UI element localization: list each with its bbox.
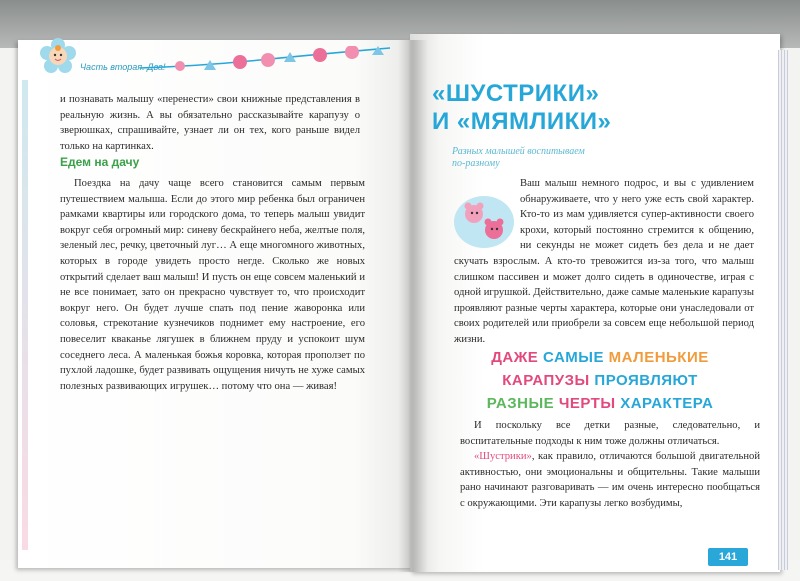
right-body	[460, 418, 760, 512]
quote-word: ПРОЯВЛЯЮТ	[594, 372, 698, 389]
page-title	[432, 80, 611, 136]
right-body-paragraph-1: И поскольку все детки разные, следовательно, и воспитательные подходы к ним тоже должны отличаться.	[460, 420, 760, 447]
baby-bear-icon	[452, 190, 516, 250]
left-page-color-strip	[22, 80, 28, 550]
pull-quote	[440, 346, 760, 415]
page-edges	[778, 50, 788, 570]
quote-line-1	[440, 346, 760, 369]
right-intro-text: Ваш малыш немного подрос, и вы с удивлением обнаруживаете, что у него уже есть свой характер. Кто-то из мам удивляется супер-активности своего крохи, который постоянно стремится к общению, ни секунды не может сидеть без дела и не дает скучать взрослым. А кто-то тревожится из-за того, что малыш слишком пассивен и может долго сидеть в одиночестве, играя с одной игрушкой. Действительно, даже самые маленькие карапузы проявляют разные черты характера, которые они унаследовали от своих родителей или приобрели за совсем еще небольшой период жизни.	[454, 178, 754, 345]
flower-baby-icon	[40, 38, 76, 74]
quote-word: ХАРАКТЕРА	[620, 395, 714, 412]
quote-line-2	[440, 369, 760, 392]
book-spine-shadow	[398, 40, 428, 572]
chapter-label: Часть вторая. Два!	[80, 62, 166, 72]
quote-word: САМЫЕ	[543, 349, 604, 366]
right-body-paragraph-2-text: , как правило, отличаются большой двигательной активностью, они эмоциональны и общительны. Такие малыши рано начинают разговаривать — им очень интересно пообщаться с окружающими. Эти карапузы легко возбудимы,	[460, 451, 760, 509]
quote-word: МАЛЕНЬКИЕ	[608, 349, 709, 366]
term-shustriki: «Шустрики»	[474, 451, 532, 463]
chapter-header	[40, 38, 390, 78]
quote-line-3	[440, 392, 760, 415]
right-body-paragraph-2	[460, 449, 760, 511]
quote-word: КАРАПУЗЫ	[502, 372, 590, 389]
left-intro-paragraph: и познавать малышу «перенести» свои книжные представления в реальную жизнь. А вы обязательно рассказывайте карапузу о зверюшках, спрашивайте, узнает ли он тех, кого раньше видел только на картинках.	[60, 94, 360, 152]
title-line-2: И «МЯМЛИКИ»	[432, 108, 612, 135]
left-body-paragraph: Поездка на дачу чаще всего становится самым первым путешествием малыша. Если до этого мир ребенка был ограничен рамками квартиры или городского дома, то теперь малыш увидит вокруг себя огромный мир: синеву бескрайнего неба, желтые поля, зеленый лес, речку, цветочный луг… А еще многомного животных, которых в городе увидеть просто негде. Сколько же новых открытий сделает ваш малыш! И пусть он еще совсем маленький и не все понимает, зато он прекрасно чувствует то, что происходит вокруг него. Он будет лучше спать под пение жаворонка или соловья, стрекотание кузнечиков поднимет ему настроение, его повеселит кваканье лягушек в ближнем пруду и успокоит шум соседнего леса. А маленькая божья коровка, которая проползет по пухлой ладошке, будет развивать ощущения ничуть не хуже самых полезных развивающих игрушек… потому что она — живая!	[60, 178, 365, 392]
page-number: 141	[708, 548, 748, 566]
section-heading: Едем на дачу	[60, 155, 140, 169]
quote-word: ДАЖЕ	[491, 349, 539, 366]
title-line-1: «ШУСТРИКИ»	[432, 80, 600, 107]
bead-chain-icon	[140, 46, 390, 76]
quote-word: РАЗНЫЕ	[486, 395, 555, 412]
subtitle: Разных малышей воспитываем по-разному	[452, 146, 585, 169]
quote-word: ЧЕРТЫ	[558, 395, 616, 412]
